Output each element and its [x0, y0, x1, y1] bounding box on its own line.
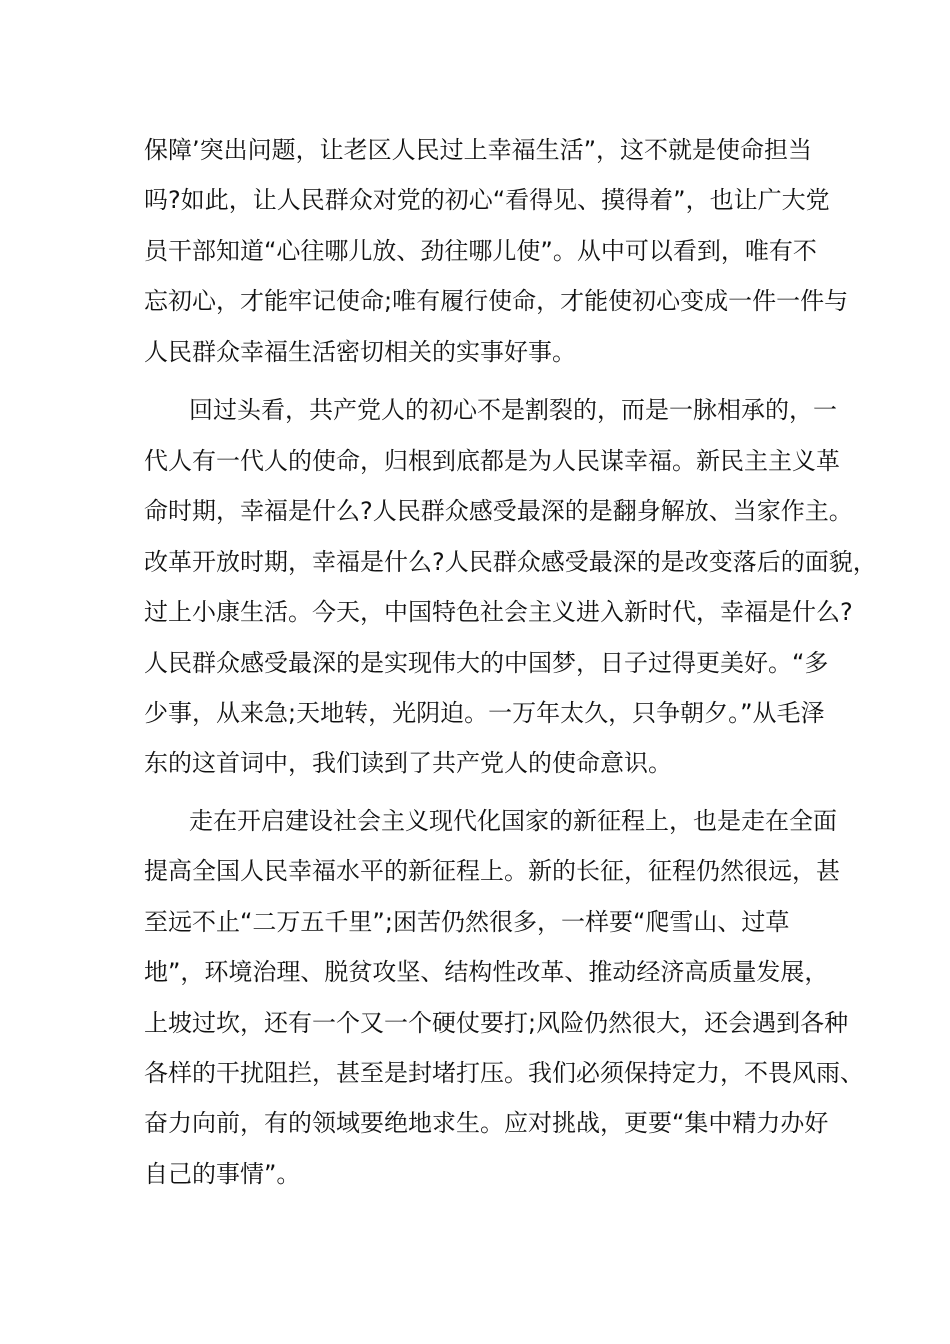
paragraph-3-line-3: 至远不止“二万五千里”;困苦仍然很多，一样要“爬雪山、过草 — [144, 908, 790, 936]
paragraph-2-line-5: 过上小康生活。今天，中国特色社会主义进入新时代，幸福是什么? — [144, 598, 853, 626]
paragraph-2-line-3: 命时期，幸福是什么?人民群众感受最深的是翻身解放、当家作主。 — [144, 497, 853, 525]
paragraph-1-line-1: 保障’突出问题，让老区人民过上幸福生活”，这不就是使命担当 — [144, 136, 813, 164]
paragraph-2-line-2: 代人有一代人的使命，归根到底都是为人民谋幸福。新民主主义革 — [144, 447, 840, 475]
paragraph-2-line-7: 少事，从来急;天地转，光阴迫。一万年太久，只争朝夕。”从毛泽 — [144, 699, 825, 727]
paragraph-3-line-6: 各样的干扰阻拦，甚至是封堵打压。我们必须保持定力，不畏风雨、 — [144, 1059, 864, 1087]
paragraph-1-line-5: 人民群众幸福生活密切相关的实事好事。 — [144, 338, 576, 366]
paragraph-3-line-8: 自己的事情”。 — [144, 1160, 301, 1188]
paragraph-3-line-5: 上坡过坎，还有一个又一个硬仗要打;风险仍然很大，还会遇到各种 — [144, 1009, 849, 1037]
paragraph-2-line-8: 东的这首词中，我们读到了共产党人的使命意识。 — [144, 749, 672, 777]
paragraph-1-line-3: 员干部知道“心往哪儿放、劲往哪儿使”。从中可以看到，唯有不 — [144, 237, 817, 265]
paragraph-3-line-7: 奋力向前，有的领域要绝地求生。应对挑战，更要“集中精力办好 — [144, 1109, 829, 1137]
paragraph-3-line-2: 提高全国人民幸福水平的新征程上。新的长征，征程仍然很远，甚 — [144, 857, 840, 885]
paragraph-2-line-1: 回过头看，共产党人的初心不是割裂的，而是一脉相承的，一 — [189, 396, 837, 424]
paragraph-1-line-2: 吗?如此，让人民群众对党的初心“看得见、摸得着”，也让广大党 — [144, 186, 830, 214]
paragraph-2-line-6: 人民群众感受最深的是实现伟大的中国梦，日子过得更美好。“多 — [144, 649, 829, 677]
paragraph-2-line-4: 改革开放时期，幸福是什么?人民群众感受最深的是改变落后的面貌， — [144, 548, 877, 576]
paragraph-1-line-4: 忘初心，才能牢记使命;唯有履行使命，才能使初心变成一件一件与 — [144, 287, 849, 315]
paragraph-3-line-1: 走在开启建设社会主义现代化国家的新征程上，也是走在全面 — [189, 807, 837, 835]
paragraph-3-line-4: 地”，环境治理、脱贫攻坚、结构性改革、推动经济高质量发展， — [144, 958, 829, 986]
